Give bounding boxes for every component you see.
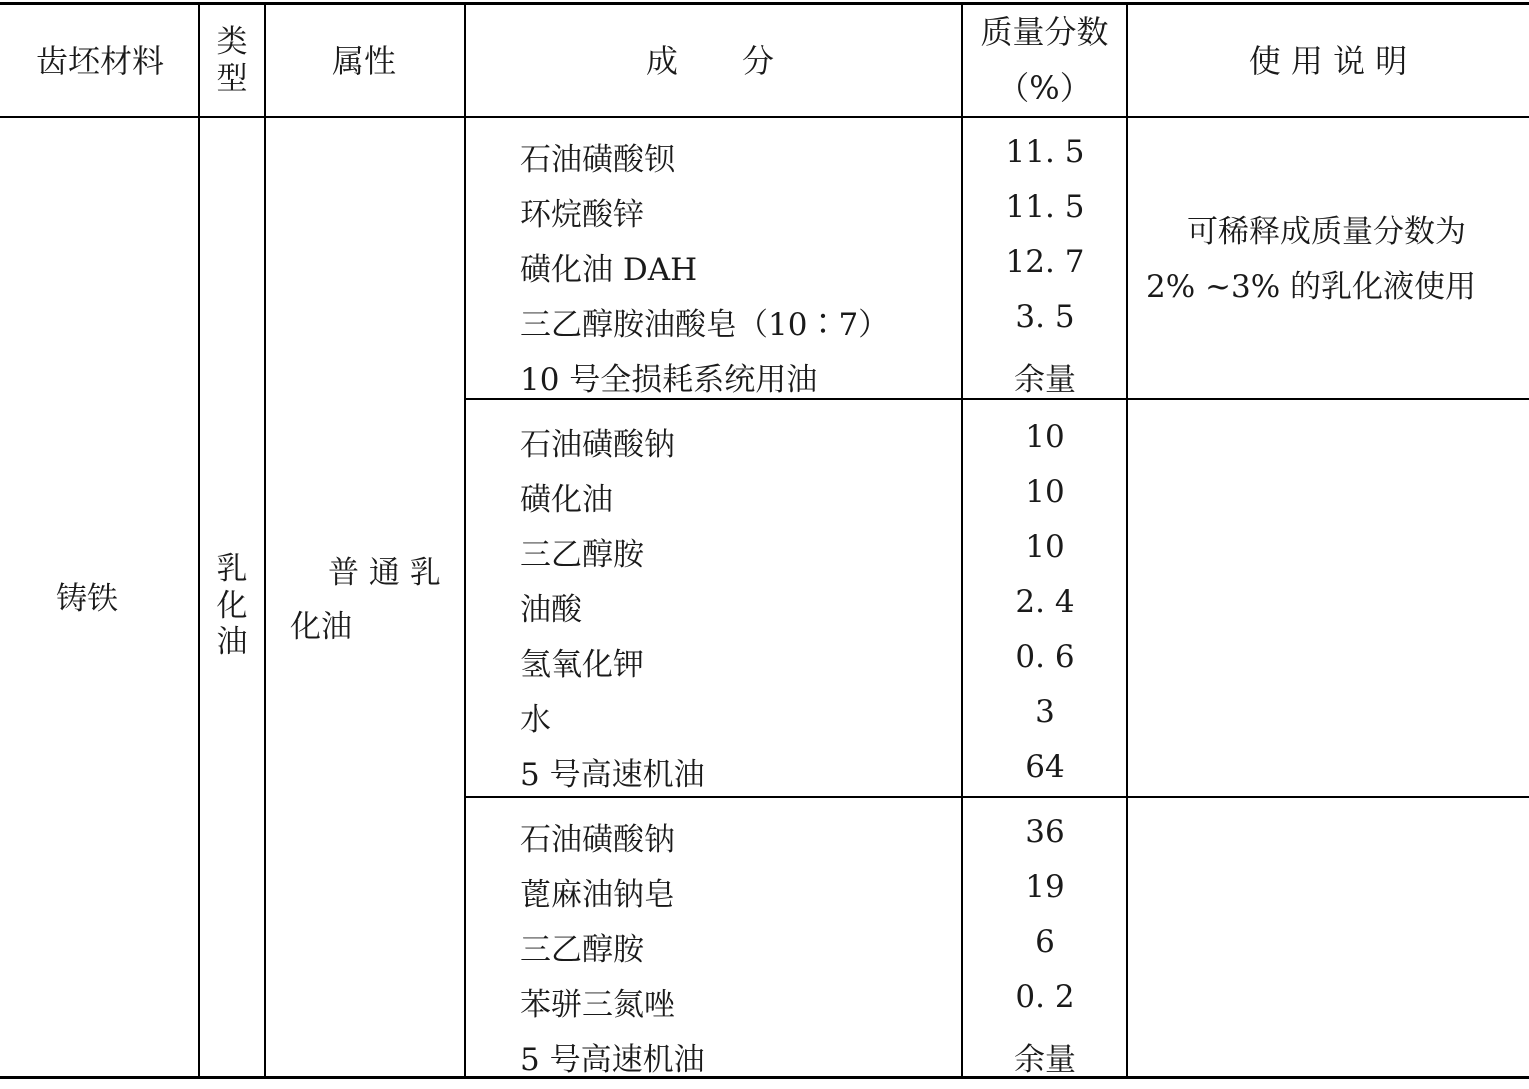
mass-fraction: 0. 6 xyxy=(1015,639,1075,675)
ingredient-row xyxy=(466,354,1527,409)
mass-fraction: 10 xyxy=(1025,474,1065,510)
type-cell xyxy=(200,551,264,661)
ingredient-name: 石油磺酸钠 xyxy=(520,822,675,858)
header-type xyxy=(200,24,264,97)
type-cell-char: 乳 xyxy=(216,551,248,587)
ingredient-name: 磺化油 DAH xyxy=(520,252,698,288)
ingredient-name: 油酸 xyxy=(520,592,582,628)
ingredient-row xyxy=(466,1034,1527,1089)
ingredient-row xyxy=(466,474,1527,529)
header-type-char: 型 xyxy=(216,60,248,97)
mass-fraction: 6 xyxy=(1035,924,1055,960)
ingredient-name: 石油磺酸钡 xyxy=(520,142,675,178)
header-fraction-line2: （%） xyxy=(997,69,1092,107)
usage-note-line1: 可稀释成质量分数为 xyxy=(1187,214,1466,250)
ingredient-row xyxy=(466,134,1527,189)
header-material: 齿坯材料 xyxy=(36,42,165,80)
ingredient-row xyxy=(466,419,1527,474)
ingredient-name: 10 号全损耗系统用油 xyxy=(520,362,818,398)
col-divider-2 xyxy=(264,2,266,1079)
mass-fraction: 3. 5 xyxy=(1015,299,1075,335)
header-usage: 使 用 说 明 xyxy=(1248,42,1408,80)
header-fraction-line1: 质量分数 xyxy=(980,13,1109,51)
header-composition: 成 分 xyxy=(646,42,775,80)
mass-fraction: 64 xyxy=(1025,749,1065,785)
ingredient-name: 5 号高速机油 xyxy=(520,757,705,793)
header-rule xyxy=(0,116,1529,118)
ingredient-row xyxy=(466,924,1527,979)
property-cell-line1: 普 通 乳 xyxy=(328,555,441,591)
ingredient-name: 石油磺酸钠 xyxy=(520,427,675,463)
ingredient-name: 蓖麻油钠皂 xyxy=(520,877,675,913)
ingredient-name: 磺化油 xyxy=(520,482,613,518)
material-cell: 铸铁 xyxy=(56,581,118,617)
mass-fraction: 11. 5 xyxy=(1005,189,1085,225)
ingredient-row xyxy=(466,299,1527,354)
property-cell-line2: 化油 xyxy=(290,609,352,645)
mass-fraction: 余量 xyxy=(1014,362,1076,398)
ingredient-name: 水 xyxy=(520,702,551,738)
ingredient-row xyxy=(466,694,1527,749)
ingredient-row xyxy=(466,529,1527,584)
mass-fraction: 36 xyxy=(1025,814,1065,850)
type-cell-char: 油 xyxy=(216,624,248,661)
col-divider-1 xyxy=(198,2,200,1079)
ingredient-name: 苯骈三氮唑 xyxy=(520,987,675,1023)
mass-fraction: 3 xyxy=(1035,694,1055,730)
ingredient-row xyxy=(466,639,1527,694)
mass-fraction: 余量 xyxy=(1014,1042,1076,1078)
top-rule xyxy=(0,2,1529,5)
usage-note-line2: 2% ~3% 的乳化液使用 xyxy=(1146,269,1477,305)
ingredient-name: 三乙醇胺 xyxy=(520,932,644,968)
ingredient-row xyxy=(466,979,1527,1034)
ingredient-name: 三乙醇胺油酸皂（10∶7） xyxy=(520,307,890,343)
header-property: 属性 xyxy=(332,42,397,80)
ingredient-row xyxy=(466,749,1527,804)
ingredient-name: 5 号高速机油 xyxy=(520,1042,705,1078)
mass-fraction: 10 xyxy=(1025,529,1065,565)
mass-fraction: 0. 2 xyxy=(1015,979,1075,1015)
mass-fraction: 10 xyxy=(1025,419,1065,455)
mass-fraction: 11. 5 xyxy=(1005,134,1085,170)
mass-fraction: 2. 4 xyxy=(1015,584,1075,620)
mass-fraction: 19 xyxy=(1025,869,1065,905)
ingredient-row xyxy=(466,814,1527,869)
mass-fraction: 12. 7 xyxy=(1005,244,1085,280)
ingredient-name: 环烷酸锌 xyxy=(520,197,644,233)
header-type-char: 类 xyxy=(216,24,248,60)
ingredient-name: 氢氧化钾 xyxy=(520,647,644,683)
ingredient-row xyxy=(466,869,1527,924)
ingredient-name: 三乙醇胺 xyxy=(520,537,644,573)
type-cell-char: 化 xyxy=(216,587,248,624)
ingredient-row xyxy=(466,584,1527,639)
